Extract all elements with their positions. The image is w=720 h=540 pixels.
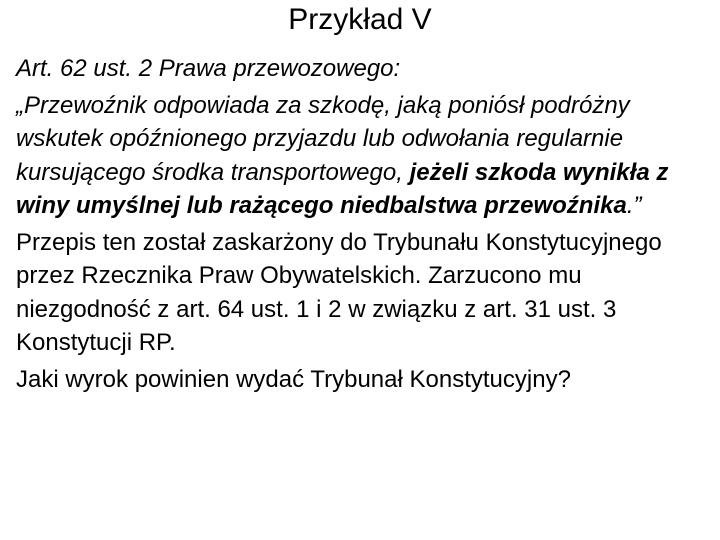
slide-title: Przykład V [288,3,432,36]
quote-emphasis: jeżeli szkoda wynikła z winy umyślnej lub rażącego niedbalstwa przewoźnika [16,158,669,219]
case-question: Jaki wyrok powinien wydać Trybunał Konstytucyjny? [16,365,571,393]
case-description: Przepis ten został zaskarżony do Trybunału Konstytucyjnego przez Rzecznika Praw Obywatelskich. Zarzucono mu niezgodność z art. 64 ust. 1 i 2 w związku z art. 31 ust. 3 Konstytucji RP. [16,228,662,356]
quote-closing: .” [626,192,642,219]
article-quote [16,89,716,223]
slide-body [16,52,716,399]
article-reference: Art. 62 ust. 2 Prawa przewozowego: [16,55,401,82]
quote-text: „Przewoźnik odpowiada za szkodę, jaką poniósł podróżny wskutek opóźnionego przyjazdu lub odwołania regularnie kursującego środka transportowego, [16,91,630,186]
